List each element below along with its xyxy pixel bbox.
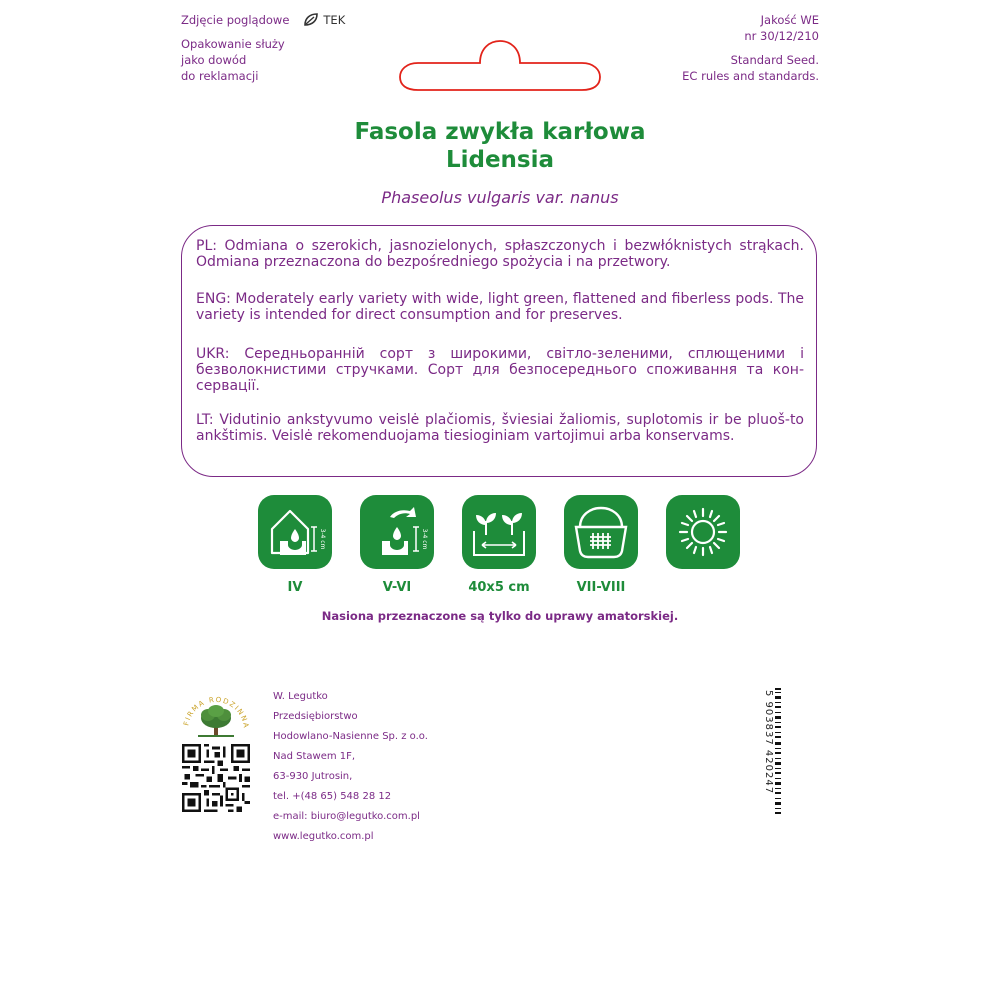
amateur-use-note: Nasiona przeznaczone są tylko do uprawy amatorskiej. [321,609,679,623]
greenhouse-label: IV [287,580,303,595]
tek-mark: TEK [303,12,345,28]
company-street: Nad Stawem 1F, [273,751,356,762]
product-title [0,118,1000,174]
company-city: 63-930 Jutrosin, [273,771,353,782]
spacing-label: 40x5 cm [468,580,530,595]
qr-code [182,744,250,812]
company-name: W. Legutko [273,691,328,702]
sowing-label: V-VI [382,580,412,595]
direct-sowing-icon [360,495,434,569]
greenhouse-sowing-icon [258,495,332,569]
harvest-label: VII-VIII [576,580,626,595]
logo-text: FIRMA RODZINNA [182,695,251,730]
description-lt: LT: Vidutinio ankstyvumo veislė plačiomis, šviesiai žaliomis, suplotomis ir be pluoš-to ankštimis. Veislė rekomenduojama tiesioginiam vartojimui arba konservams. [196,412,804,444]
hanger-slot [398,40,602,92]
company-email: e-mail: biuro@legutko.com.pl [273,811,420,822]
company-website: www.legutko.com.pl [273,831,374,842]
quality-line-2: nr 30/12/210 [744,29,819,43]
company-line-2: Przedsiębiorstwo [273,711,358,722]
leaf-icon [303,13,319,27]
harvest-basket-icon [564,495,638,569]
sowing-depth-text: 3-4 cm [421,528,428,550]
plant-spacing-icon [462,495,536,569]
barcode-number: 5 903837 420247 [763,690,774,795]
company-address [273,687,428,847]
family-firm-logo [180,688,252,740]
quality-line-1: Jakość WE [760,13,819,27]
packaging-note-1: Opakowanie służy [181,37,285,51]
packaging-note-3: do reklamacji [181,69,259,83]
description-pl: PL: Odmiana o szerokich, jasnozielonych, spłaszczonych i bezwłóknistych strąkach. Odmiana przeznaczona do bezpośredniego spożycia i na przetwory. [196,238,804,270]
greenhouse-depth-text: 3-4 cm [319,528,326,550]
preview-label: Zdjęcie poglądowe [181,13,290,27]
packaging-note-2: jako dowód [181,53,247,67]
title-line-1: Fasola zwykła karłowa [354,119,646,145]
company-phone: tel. +(48 65) 548 28 12 [273,791,392,802]
description-eng: ENG: Moderately early variety with wide, light green, flattened and fiberless pods. The variety is intended for direct consumption and for preserves. [196,291,804,323]
full-sun-icon [666,495,740,569]
title-line-2: Lidensia [445,147,555,173]
description-ukr: UKR: Середньоранній сорт з широкими, світло-зеленими, сплющеними і безволокнистими стручками. Сорт для безпосереднього споживання та кон-сервації. [196,346,804,394]
standard-line-2: EC rules and standards. [682,69,819,83]
latin-name: Phaseolus vulgaris var. nanus [381,188,619,207]
top-left-block [181,12,345,84]
company-line-3: Hodowlano-Nasienne Sp. z o.o. [273,731,428,742]
barcode-bars [775,688,781,816]
top-right-block [682,12,819,84]
standard-line-1: Standard Seed. [730,53,819,67]
